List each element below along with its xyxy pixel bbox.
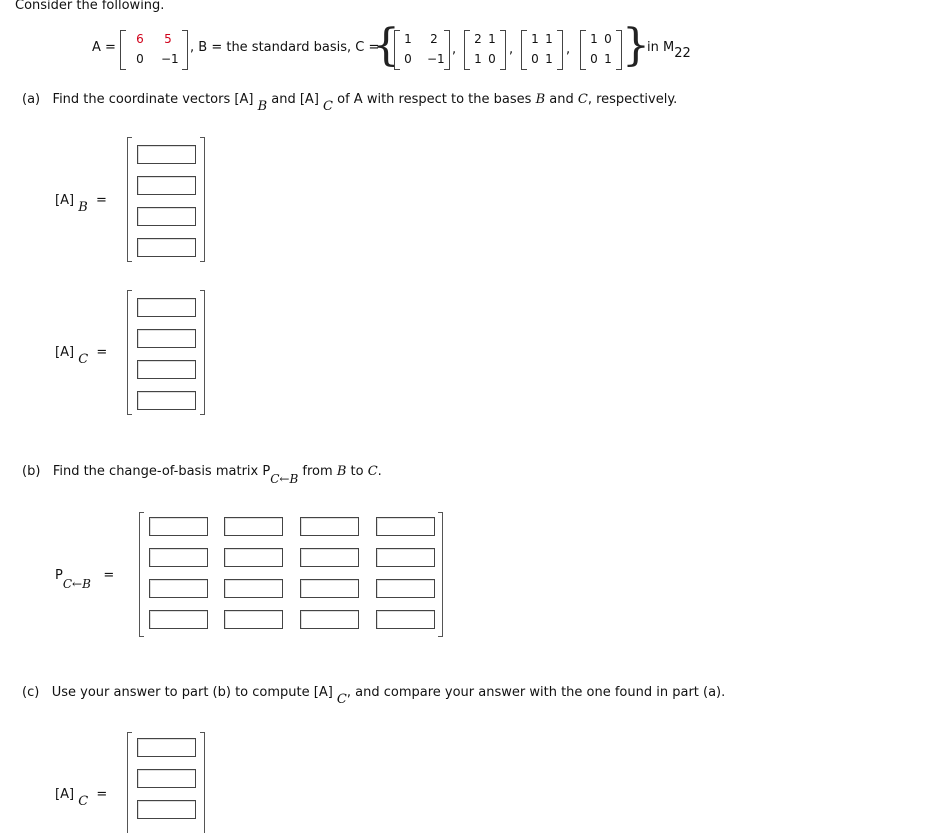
matrix-cell: 1 (488, 32, 496, 46)
right-brace: } (622, 20, 650, 71)
computed-coord-label (55, 787, 108, 809)
matrix-cell: 0 (488, 52, 496, 66)
part-a-question (22, 92, 678, 114)
basis-b-symbol: B (535, 92, 546, 107)
change-of-basis-subscript: C←B (270, 472, 299, 486)
coord-b-entry-4[interactable] (137, 238, 196, 257)
intro-text: Consider the following. (15, 0, 165, 13)
basis-c-symbol: C (367, 464, 378, 479)
left-bracket (127, 732, 132, 833)
matrix-cell: 0 (404, 52, 412, 66)
coord-b-lhs: [A] (55, 193, 75, 208)
part-a-text: of A with respect to the bases (337, 92, 532, 107)
right-bracket (200, 137, 205, 262)
computed-coord-entry-1[interactable] (137, 738, 196, 757)
coord-c-entry-4[interactable] (137, 391, 196, 410)
computed-coord-lhs: [A] (55, 787, 75, 802)
part-b-text: Find the change-of-basis matrix P (52, 464, 271, 479)
part-b-text: from (302, 464, 333, 479)
matrix-cell: 1 (545, 32, 553, 46)
separator-comma: , (566, 42, 571, 57)
left-brace: { (372, 20, 400, 71)
part-a-text: and (549, 92, 574, 107)
right-bracket (438, 512, 443, 637)
part-c-text: , and compare your answer with the one found in part (a). (346, 685, 726, 700)
matrix-cell: 0 (604, 32, 612, 46)
equals-sign: = (96, 787, 108, 802)
equals-sign: = (96, 345, 108, 360)
coord-c-entry-3[interactable] (137, 360, 196, 379)
separator-comma: , (452, 42, 457, 57)
subscript-c: C (78, 352, 89, 367)
coord-c-lhs: [A] (55, 345, 75, 360)
matrix-entry-r3c4[interactable] (376, 579, 435, 598)
matrix-a-cell: 6 (136, 32, 144, 46)
coord-b-entry-2[interactable] (137, 176, 196, 195)
part-b-question (22, 464, 382, 486)
coord-b-label (55, 193, 107, 215)
change-matrix-lhs: P (55, 568, 63, 583)
equals-sign: = (96, 193, 107, 208)
coord-c-entry-2[interactable] (137, 329, 196, 348)
part-b-text: to (350, 464, 364, 479)
coord-b-entry-1[interactable] (137, 145, 196, 164)
part-c-question (22, 685, 726, 707)
matrix-cell: 1 (545, 52, 553, 66)
equals-sign: = (103, 568, 115, 583)
vector-space-label (647, 40, 691, 61)
coord-c-entry-1[interactable] (137, 298, 196, 317)
matrix-entry-r1c1[interactable] (149, 517, 208, 536)
basis-description: , B = the standard basis, C = (190, 40, 380, 55)
part-a-text: and [A] (271, 92, 319, 107)
change-of-basis-subscript: C←B (62, 577, 91, 591)
matrix-entry-r1c4[interactable] (376, 517, 435, 536)
matrix-cell: 1 (590, 32, 598, 46)
matrix-a-label: A = (92, 40, 116, 55)
computed-coord-entry-3[interactable] (137, 800, 196, 819)
matrix-cell: 1 (604, 52, 612, 66)
part-a-tag: (a) (22, 92, 41, 107)
matrix-entry-r2c2[interactable] (224, 548, 283, 567)
matrix-entry-r3c1[interactable] (149, 579, 208, 598)
part-c-tag: (c) (22, 685, 40, 700)
matrix-entry-r2c1[interactable] (149, 548, 208, 567)
change-matrix-label (55, 568, 115, 591)
subscript-c: C (323, 99, 333, 114)
right-bracket (200, 290, 205, 415)
right-bracket (200, 732, 205, 833)
matrix-a-cell: 0 (136, 52, 144, 66)
matrix-entry-r3c3[interactable] (300, 579, 359, 598)
matrix-entry-r1c3[interactable] (300, 517, 359, 536)
part-b-tag: (b) (22, 464, 41, 479)
part-b-text: . (377, 464, 382, 479)
left-bracket (139, 512, 144, 637)
matrix-entry-r2c3[interactable] (300, 548, 359, 567)
subscript-c: C (78, 794, 89, 809)
left-bracket (127, 137, 132, 262)
matrix-cell: 1 (531, 32, 539, 46)
subscript-b: B (78, 200, 88, 215)
matrix-cell: 2 (430, 32, 438, 46)
matrix-entry-r4c4[interactable] (376, 610, 435, 629)
basis-c-matrix-3 (521, 30, 563, 70)
part-c-text: Use your answer to part (b) to compute [A] (51, 685, 333, 700)
basis-c-matrix-2 (464, 30, 506, 70)
computed-coord-entry-2[interactable] (137, 769, 196, 788)
coord-b-entry-3[interactable] (137, 207, 196, 226)
vector-space-subscript: 22 (674, 46, 691, 61)
matrix-entry-r2c4[interactable] (376, 548, 435, 567)
matrix-cell: 0 (531, 52, 539, 66)
matrix-a-cell: 5 (164, 32, 172, 46)
matrix-entry-r4c2[interactable] (224, 610, 283, 629)
subscript-b: B (257, 99, 268, 114)
vector-space-text: in M (647, 40, 675, 55)
matrix-a-cell: −1 (161, 52, 179, 66)
subscript-c: C (336, 692, 347, 707)
matrix-a (120, 30, 188, 70)
part-a-text: Find the coordinate vectors [A] (52, 92, 254, 107)
basis-c-matrix-4 (580, 30, 622, 70)
matrix-cell: 1 (474, 52, 482, 66)
matrix-entry-r1c2[interactable] (224, 517, 283, 536)
part-a-text: , respectively. (587, 92, 678, 107)
matrix-cell: 1 (404, 32, 412, 46)
matrix-cell: 2 (474, 32, 482, 46)
left-bracket (127, 290, 132, 415)
basis-b-symbol: B (336, 464, 347, 479)
matrix-cell: 0 (590, 52, 598, 66)
basis-c-symbol: C (577, 92, 588, 107)
matrix-entry-r4c1[interactable] (149, 610, 208, 629)
basis-c-matrix-1 (394, 30, 450, 70)
matrix-entry-r3c2[interactable] (224, 579, 283, 598)
coord-c-label (55, 345, 108, 367)
matrix-entry-r4c3[interactable] (300, 610, 359, 629)
matrix-cell: −1 (427, 52, 445, 66)
separator-comma: , (509, 42, 514, 57)
